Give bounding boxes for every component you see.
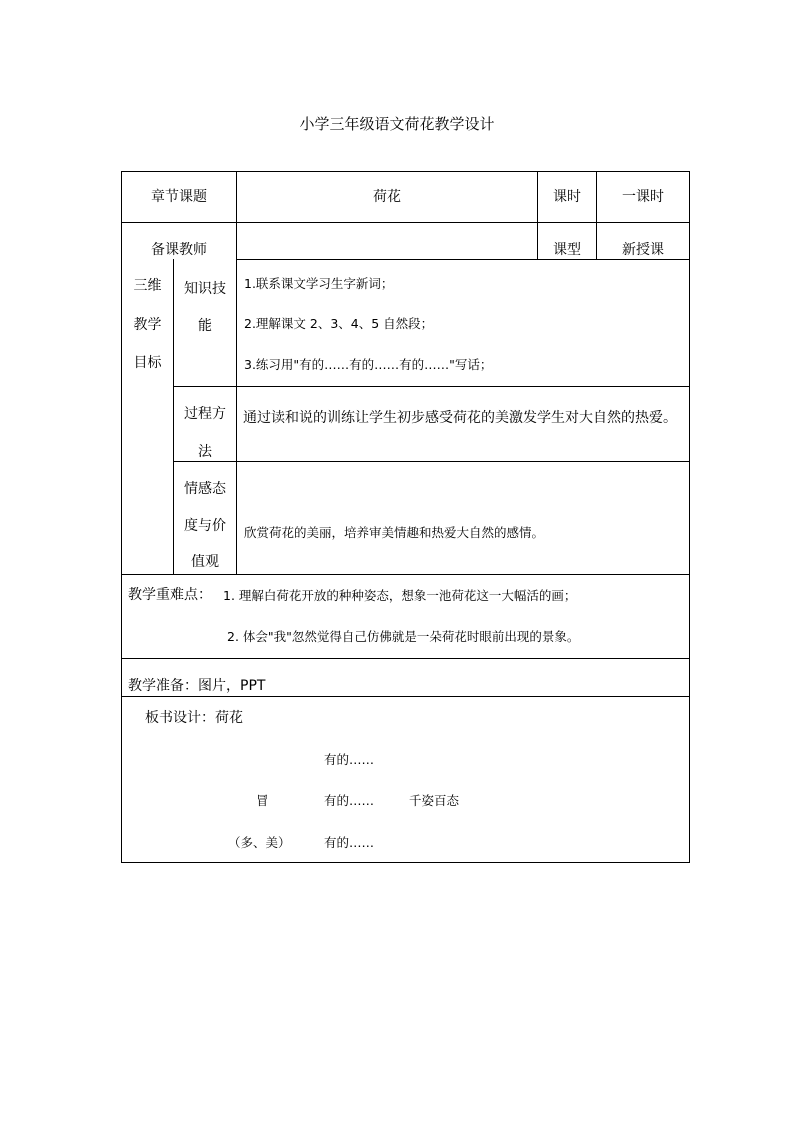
type-value: 新授课	[622, 242, 664, 258]
emotion-text: 欣赏荷花的美丽，培养审美情趣和热爱大自然的感情。	[244, 525, 545, 540]
key-points-label: 教学重难点：	[128, 587, 212, 603]
emotion-label: 值观	[191, 554, 219, 570]
key-point-item: 1. 理解白荷花开放的种种姿态，想象一池荷花这一大幅活的画；	[223, 588, 577, 603]
board-line: 有的……	[324, 835, 375, 850]
knowledge-label: 能	[198, 318, 212, 334]
period-value: 一课时	[622, 189, 664, 205]
row-divider	[237, 259, 690, 260]
emotion-label: 度与价	[184, 518, 226, 534]
period-label: 课时	[553, 189, 581, 205]
row-divider	[121, 658, 690, 659]
knowledge-item: 2.理解课文 2、3、4、5 自然段；	[244, 316, 434, 331]
process-text: 通过读和说的训练让学生初步感受荷花的美激发学生对大自然的热爱。	[243, 410, 677, 426]
page-title: 小学三年级语文荷花教学设计	[299, 115, 495, 133]
board-label: 板书设计：荷花	[145, 710, 243, 726]
process-label: 过程方	[184, 406, 226, 422]
preparation-text: 教学准备：图片，PPT	[128, 678, 266, 694]
board-line: 有的……	[324, 752, 375, 767]
key-point-item: 2. 体会"我"忽然觉得自己仿佛就是一朵荷花时眼前出现的景象。	[227, 629, 580, 644]
goals-label: 三维	[133, 278, 162, 294]
row-divider	[121, 696, 690, 697]
board-line: 有的……	[324, 793, 375, 808]
board-line: 千姿百态	[409, 793, 460, 808]
teacher-label: 备课教师	[151, 242, 207, 258]
chapter-value: 荷花	[373, 189, 401, 205]
board-line: （多、美）	[228, 835, 291, 850]
type-label: 课型	[553, 242, 581, 258]
goals-label: 目标	[133, 355, 162, 371]
row-divider	[121, 222, 690, 223]
row-divider	[121, 574, 690, 575]
goals-label: 教学	[133, 317, 162, 333]
chapter-label: 章节课题	[151, 189, 207, 205]
process-label: 法	[198, 444, 212, 460]
knowledge-item: 3.练习用"有的……有的……有的……"写话；	[244, 357, 493, 372]
knowledge-item: 1.联系课文学习生字新词；	[244, 276, 394, 291]
col-divider	[236, 171, 237, 574]
row-divider	[173, 386, 690, 387]
knowledge-label: 知识技	[184, 281, 226, 297]
row-divider	[173, 461, 690, 462]
emotion-label: 情感态	[184, 481, 226, 497]
board-line: 冒	[256, 793, 269, 808]
